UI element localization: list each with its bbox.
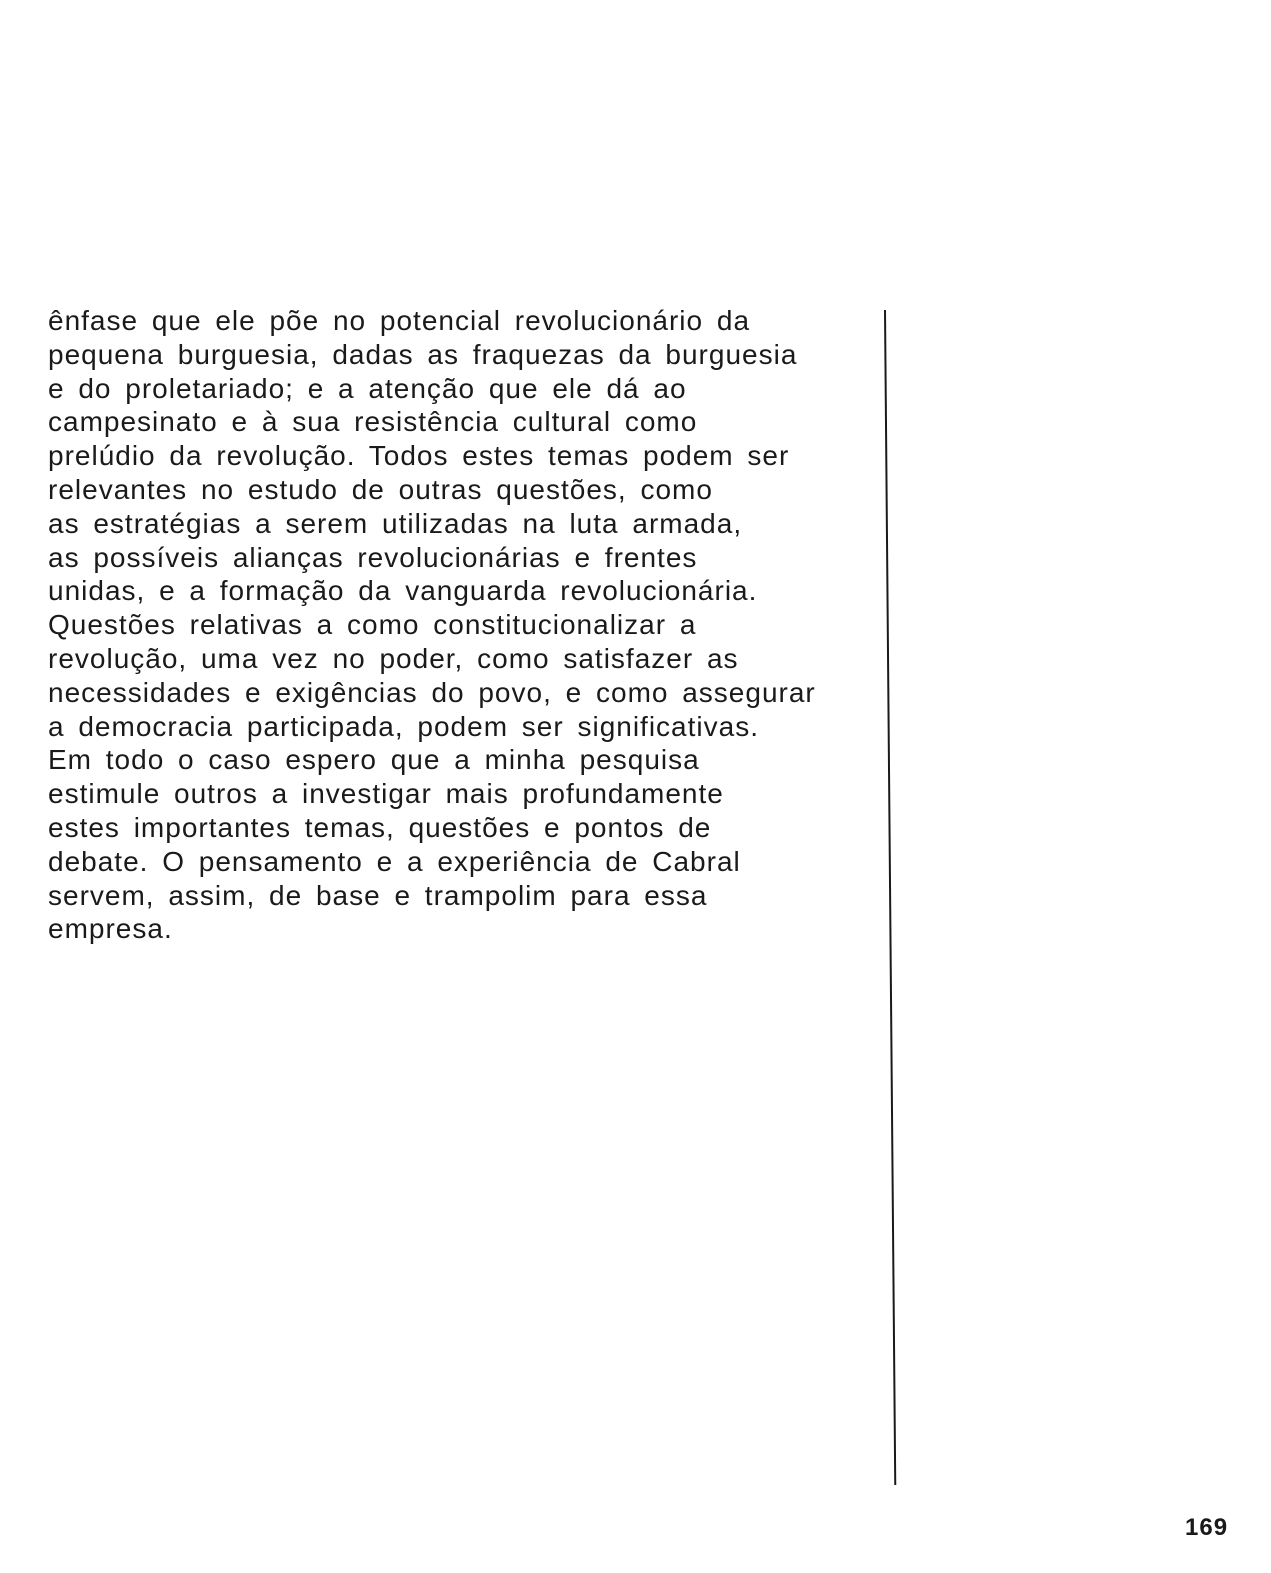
text-line: revolução, uma vez no poder, como satisfazer as [48, 642, 739, 674]
text-line: campesinato e à sua resistência cultural como [48, 406, 698, 438]
text-line: Em todo o caso espero que a minha pesquisa [48, 744, 700, 776]
text-line: e do proletariado; e a atenção que ele dá ao [48, 372, 687, 404]
text-line: relevantes no estudo de outras questões, como [48, 473, 713, 505]
body-paragraph [48, 304, 888, 946]
text-line: Questões relativas a como constitucionalizar a [48, 609, 697, 641]
text-line: estimule outros a investigar mais profundamente [48, 778, 724, 810]
text-line: unidas, e a formação da vanguarda revolucionária. [48, 575, 758, 607]
text-line: servem, assim, de base e trampolim para essa [48, 879, 708, 911]
text-line: ênfase que ele põe no potencial revolucionário da [48, 305, 751, 336]
text-line: pequena burguesia, dadas as fraquezas da burguesia [48, 338, 798, 370]
text-line: empresa. [48, 913, 173, 945]
text-line: debate. O pensamento e a experiência de Cabral [48, 845, 741, 877]
text-line: a democracia participada, podem ser significativas. [48, 710, 759, 742]
page-number: 169 [1185, 1514, 1229, 1541]
text-line: as possíveis alianças revolucionárias e frentes [48, 541, 698, 573]
text-line: necessidades e exigências do povo, e como assegurar [48, 676, 816, 708]
text-line: as estratégias a serem utilizadas na luta armada, [48, 507, 743, 539]
text-line: prelúdio da revolução. Todos estes temas podem ser [48, 440, 790, 472]
text-line: estes importantes temas, questões e pontos de [48, 811, 712, 843]
